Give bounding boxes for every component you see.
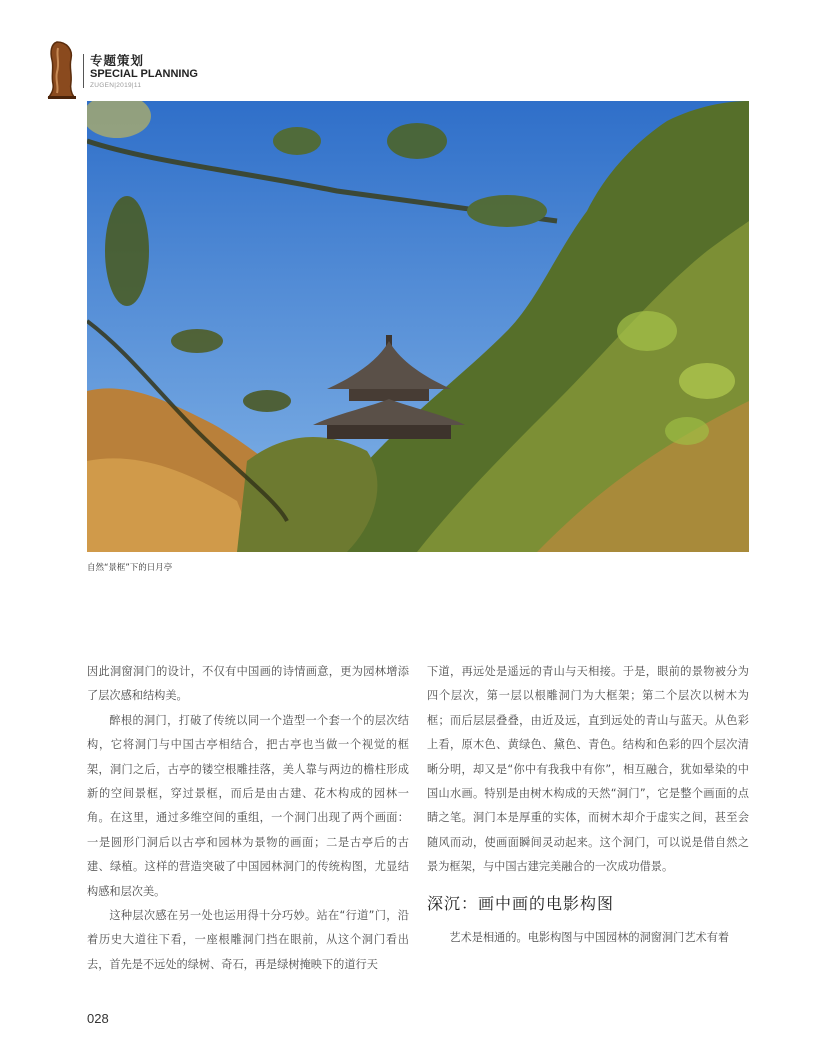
header-divider [83, 54, 84, 88]
pavilion-photo [87, 101, 749, 552]
paragraph-4: 下道，再远处是遥远的青山与天相接。于是，眼前的景物被分为四个层次，第一层以根雕洞门为大框架；第二个层次以树木为框；而后层层叠叠，由近及远，直到远处的青山与蓝天。从色彩上看，原木色、黄绿色、黛色、青色。结构和色彩的四个层次清晰分明，却又是“你中有我我中有你”，相互融合，犹如晕染的中国山水画。特别是由树木构成的天然“洞门”，它是整个画面的点睛之笔。洞门本是厚重的实体，而树木却介于虚实之间，甚至会随风而动，使画面瞬间灵动起来。这个洞门，可以说是借自然之景为框架，与中国古建完美融合的一次成功借景。 [427, 665, 749, 874]
paragraph-1: 因此洞窗洞门的设计，不仅有中国画的诗情画意，更为园林增添了层次感和结构美。 [87, 665, 409, 703]
section-title-en: SPECIAL PLANNING [90, 68, 198, 80]
pavilion-photo-graphic [87, 101, 749, 552]
page-number: 028 [87, 1011, 109, 1026]
issue-label: ZUGEN|2019|11 [90, 82, 142, 89]
section-heading: 深沉：画中画的电影构图 [427, 893, 615, 913]
paragraph-3: 这种层次感在另一处也运用得十分巧妙。站在“行道”门，沿着历史大道往下看，一座根雕洞门挡在眼前，从这个洞门看出去，首先是不远处的绿树、奇石，再是绿树掩映下的道行天 [87, 909, 409, 971]
article-column-left [87, 660, 409, 977]
section-title-cn: 专题策划 [90, 53, 145, 68]
root-carving-logo-icon [45, 40, 79, 100]
paragraph-2: 醉根的洞门，打破了传统以同一个造型一个套一个的层次结构，它将洞门与中国古亭相结合，把古亭也当做一个视觉的框架，洞门之后，古亭的镂空根雕挂落，美人靠与两边的檐柱形成新的空间景框，穿过景框，而后是由古建、花木构成的园林一角。在这里，通过多维空间的重组，一个洞门出现了两个画面：一是圆形门洞后以古亭和园林为景物的画面；二是古亭后的古建、绿植。这样的营造突破了中国园林洞门的传统构图，尤显结构感和层次美。 [87, 713, 409, 898]
article-column-right [427, 660, 749, 950]
paragraph-5: 艺术是相通的。电影构图与中国园林的洞窗洞门艺术有着 [449, 930, 730, 944]
photo-caption: 自然“景框”下的日月亭 [87, 563, 173, 573]
page-header [45, 40, 345, 102]
